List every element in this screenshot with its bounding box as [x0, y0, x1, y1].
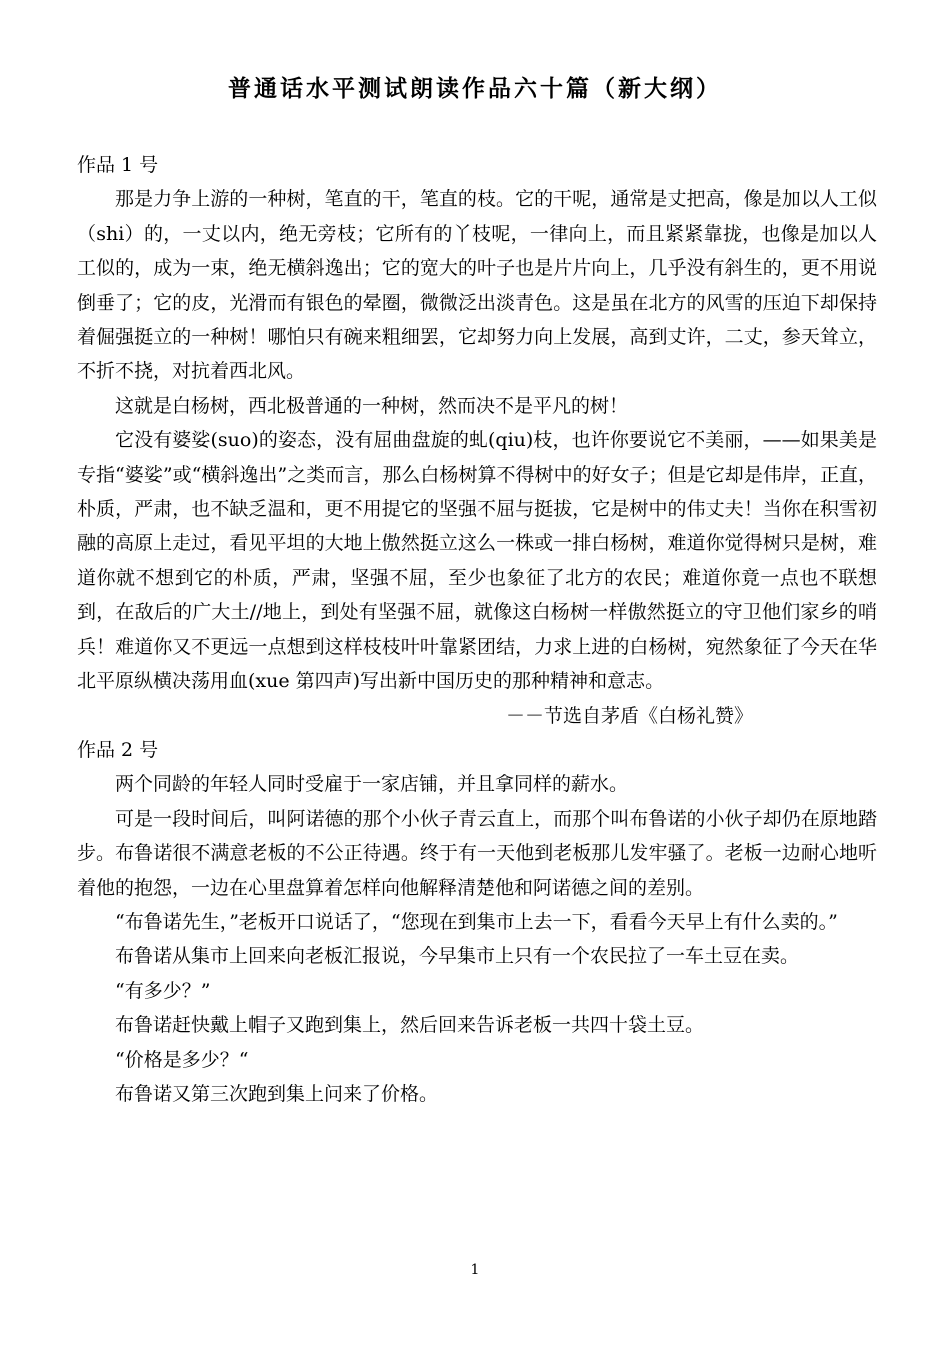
work-1-heading: 作品 1 号 — [77, 154, 159, 176]
work-2-heading: 作品 2 号 — [77, 738, 159, 761]
page-number: 1 — [470, 1262, 480, 1278]
work-2-paragraph: 布鲁诺从集市上回来向老板汇报说，今早集市上只有一个农民拉了一车土豆在卖。 — [115, 945, 800, 968]
work-1-source: －－节选自茅盾《白杨礼赞》 — [505, 704, 753, 727]
work-2-paragraph: 布鲁诺又第三次跑到集上问来了价格。 — [115, 1082, 439, 1105]
document-title: 普通话水平测试朗读作品六十篇（新大纲） — [228, 75, 722, 102]
work-1-paragraph: 它没有婆娑(suo)的姿态，没有屈曲盘旋的虬(qiu)枝，也许你要说它不美丽，——如果美是专指“婆娑”或“横斜逸出”之类而言，那么白杨树算不得树中的好女子；但是它却是伟岸，正直，朴质，严肃，也不缺乏温和，更不用提它的坚强不屈与挺拔，它是树中的伟丈夫！当你在积雪初融的高原上走过，看见平坦的大地上傲然挺立这么一株或一排白杨树，难道你觉得树只是树，难道你就不想到它的朴质，严肃，坚强不屈，至少也象征了北方的农民；难道你竟一点也不联想到，在敌后的广大土//地上，到处有坚强不屈，就像这白杨树一样傲然挺立的守卫他们家乡的哨兵！难道你又不更远一点想到这样枝枝叶叶靠紧团结，力求上进的白杨树，宛然象征了今天在华北平原纵横决荡用血(xue 第四声)写出新中国历史的那种精神和意志。 — [77, 429, 877, 693]
work-2-paragraph: 两个同龄的年轻人同时受雇于一家店铺，并且拿同样的薪水。 — [115, 773, 629, 796]
work-2-paragraph: 布鲁诺赶快戴上帽子又跑到集上，然后回来告诉老板一共四十袋土豆。 — [115, 1014, 705, 1037]
document-body — [77, 148, 877, 1111]
work-2-paragraph: “布鲁诺先生，”老板开口说话了，“您现在到集市上去一下，看看今天早上有什么卖的。” — [115, 910, 838, 933]
work-2-paragraph: 可是一段时间后，叫阿诺德的那个小伙子青云直上，而那个叫布鲁诺的小伙子却仍在原地踏步。布鲁诺很不满意老板的不公正待遇。终于有一天他到老板那儿发牢骚了。老板一边耐心地听着他的抱怨，一边在心里盘算着怎样向他解释清楚他和阿诺德之间的差别。 — [77, 807, 877, 899]
work-2-paragraph: “价格是多少？“ — [115, 1048, 249, 1071]
work-1-paragraph: 这就是白杨树，西北极普通的一种树，然而决不是平凡的树！ — [115, 394, 629, 417]
work-1-paragraph: 那是力争上游的一种树，笔直的干，笔直的枝。它的干呢，通常是丈把高，像是加以人工似（shi）的，一丈以内，绝无旁枝；它所有的丫枝呢，一律向上，而且紧紧靠拢，也像是加以人工似的，成为一束，绝无横斜逸出；它的宽大的叶子也是片片向上，几乎没有斜生的，更不用说倒垂了；它的皮，光滑而有银色的晕圈，微微泛出淡青色。这是虽在北方的风雪的压迫下却保持着倔强挺立的一种树！哪怕只有碗来粗细罢，它却努力向上发展，高到丈许，二丈，参天耸立，不折不挠，对抗着西北风。 — [77, 188, 877, 383]
work-2-paragraph: “有多少？” — [115, 979, 211, 1002]
